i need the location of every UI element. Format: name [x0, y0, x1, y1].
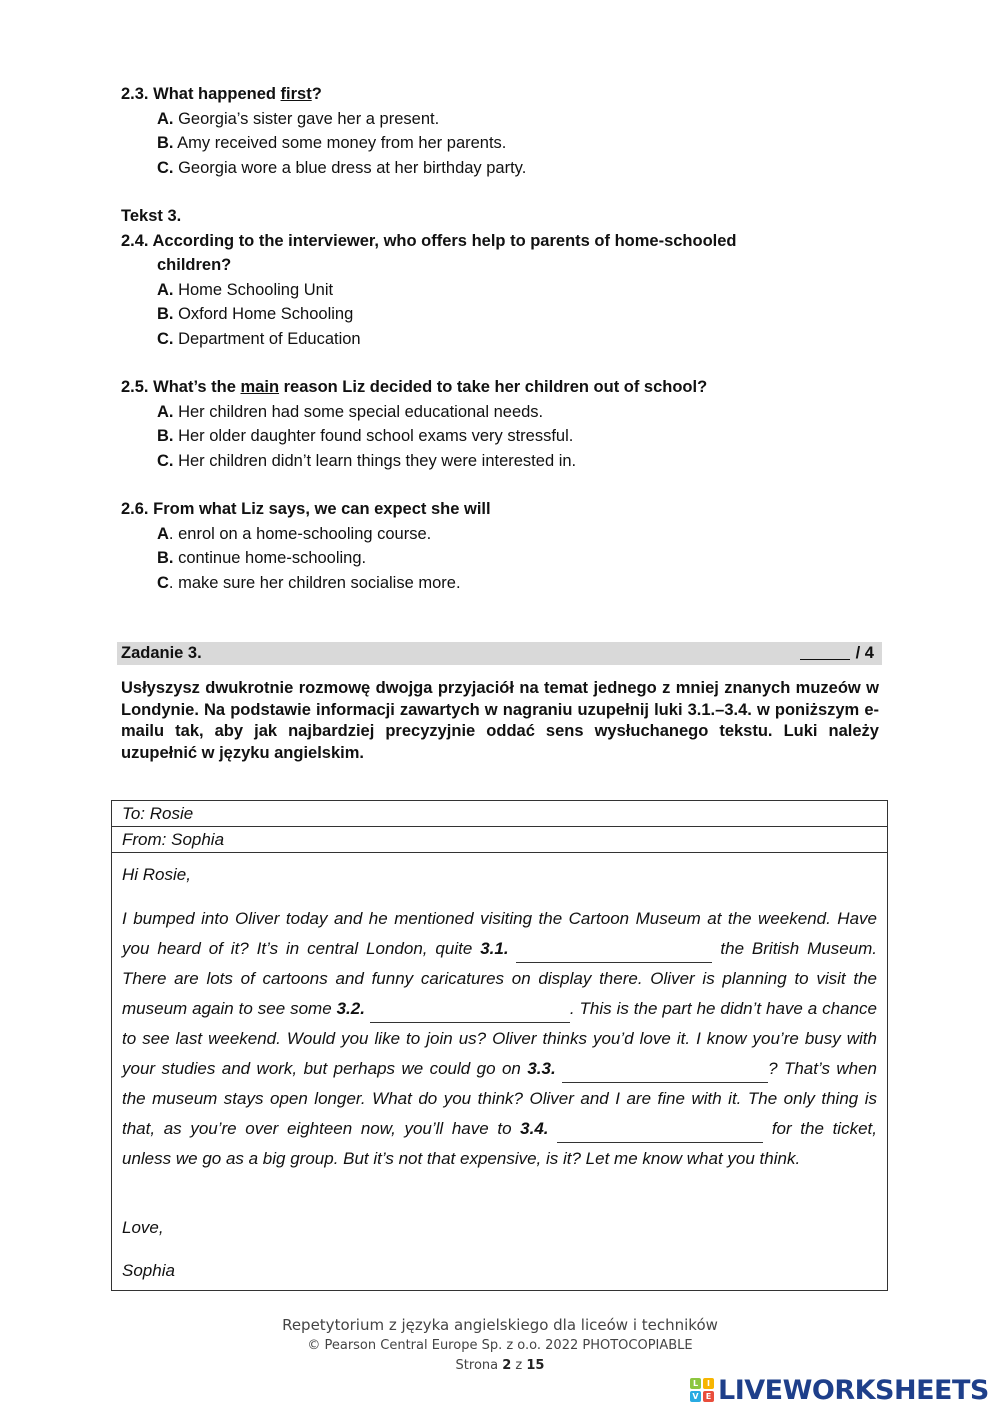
question-2-6: [121, 497, 491, 595]
task-3-header: [117, 642, 882, 665]
task-instructions: Usłyszysz dwukrotnie rozmowę dwojga przyjaciół na temat jednego z mniej znanych muzeów w Londynie. Na podstawie informacji zawartych w nagraniu uzupełnij luki 3.1.–3.4. w poniższym e-mailu tak, aby jak najbardziej precyzyjnie oddać sens wysłuchanego tekstu. Luki należy uzupełnić w języku angielskim.: [121, 679, 879, 762]
option-b[interactable]: B. continue home-schooling.: [157, 549, 367, 567]
footer-page-number: Strona 2 z 15: [455, 1358, 545, 1373]
task-title: Zadanie 3.: [121, 644, 202, 662]
option-b[interactable]: B. Her older daughter found school exams very stressful.: [157, 427, 574, 445]
section-label: Tekst 3.: [121, 207, 182, 225]
email-signature: Sophia: [122, 1261, 175, 1280]
email-to: To: Rosie: [112, 801, 887, 827]
option-c[interactable]: C. Department of Education: [157, 329, 361, 348]
gap-3-1-input[interactable]: [516, 942, 712, 963]
gap-3-2-input[interactable]: [370, 1002, 570, 1023]
option-a[interactable]: A. Home Schooling Unit: [157, 280, 334, 299]
option-c[interactable]: C. Georgia wore a blue dress at her birthday party.: [157, 158, 527, 177]
question-title-cont: children?: [157, 256, 232, 274]
score-blank: [800, 643, 850, 660]
email-box: [111, 800, 888, 1291]
liveworksheets-logo-text: LIVEWORKSHEETS: [718, 1374, 989, 1406]
footer-copyright: © Pearson Central Europe Sp. z o.o. 2022 PHOTOCOPIABLE: [307, 1338, 693, 1353]
gap-3-3-input[interactable]: [562, 1062, 768, 1083]
option-a[interactable]: A. Georgia’s sister gave her a present.: [157, 109, 440, 128]
option-a[interactable]: A. enrol on a home-schooling course.: [157, 524, 432, 543]
gap-3-4-input[interactable]: [557, 1122, 763, 1143]
email-paragraph: I bumped into Oliver today and he mentioned visiting the Cartoon Museum at the weekend. Have you heard of it? It’s in central London, quite 3.1. the British Museum. There are lots of cartoons and funny caricatures on display there. Oliver is planning to visit the museum again to see some 3.2. . This is the part he didn’t have a chance to see last weekend. Would you like to join us? Oliver thinks you’d love it. I know you’re busy with your studies and work, but perhaps we could go on 3.3. ? That’s when the museum stays open longer. What do you think? Oliver and I are fine with it. The only thing is that, as you’re over eighteen now, you’ll have to 3.4. for the ticket, unless we go as a big group. But it’s not that expensive, is it? Let me know what you think.: [122, 909, 878, 1168]
score-field: / 4: [800, 642, 874, 665]
liveworksheets-logo: [690, 1373, 989, 1407]
option-c[interactable]: C. Her children didn’t learn things they were interested in.: [157, 451, 577, 470]
option-c[interactable]: C. make sure her children socialise more.: [157, 573, 461, 592]
liveworksheets-logo-icon: L I V E: [690, 1378, 714, 1402]
email-closing: Love,: [122, 1218, 164, 1237]
question-title: 2.6. From what Liz says, we can expect she will: [121, 500, 491, 518]
question-2-3: [121, 82, 526, 180]
footer-book-title: Repetytorium z języka angielskiego dla liceów i techników: [282, 1316, 718, 1334]
option-b[interactable]: B. Amy received some money from her parents.: [157, 134, 507, 152]
question-title: 2.5. What’s the main reason Liz decided to take her children out of school?: [121, 378, 708, 396]
question-2-5: [121, 375, 707, 473]
question-2-4: [121, 204, 737, 351]
email-from: From: Sophia: [112, 827, 887, 853]
option-b[interactable]: B. Oxford Home Schooling: [157, 305, 354, 323]
email-greeting: Hi Rosie,: [122, 865, 191, 884]
question-title: 2.3. What happened first?: [121, 85, 322, 103]
option-a[interactable]: A. Her children had some special educational needs.: [157, 402, 544, 421]
email-body: [112, 862, 887, 1174]
question-title: 2.4. According to the interviewer, who offers help to parents of home-schooled: [121, 231, 737, 250]
